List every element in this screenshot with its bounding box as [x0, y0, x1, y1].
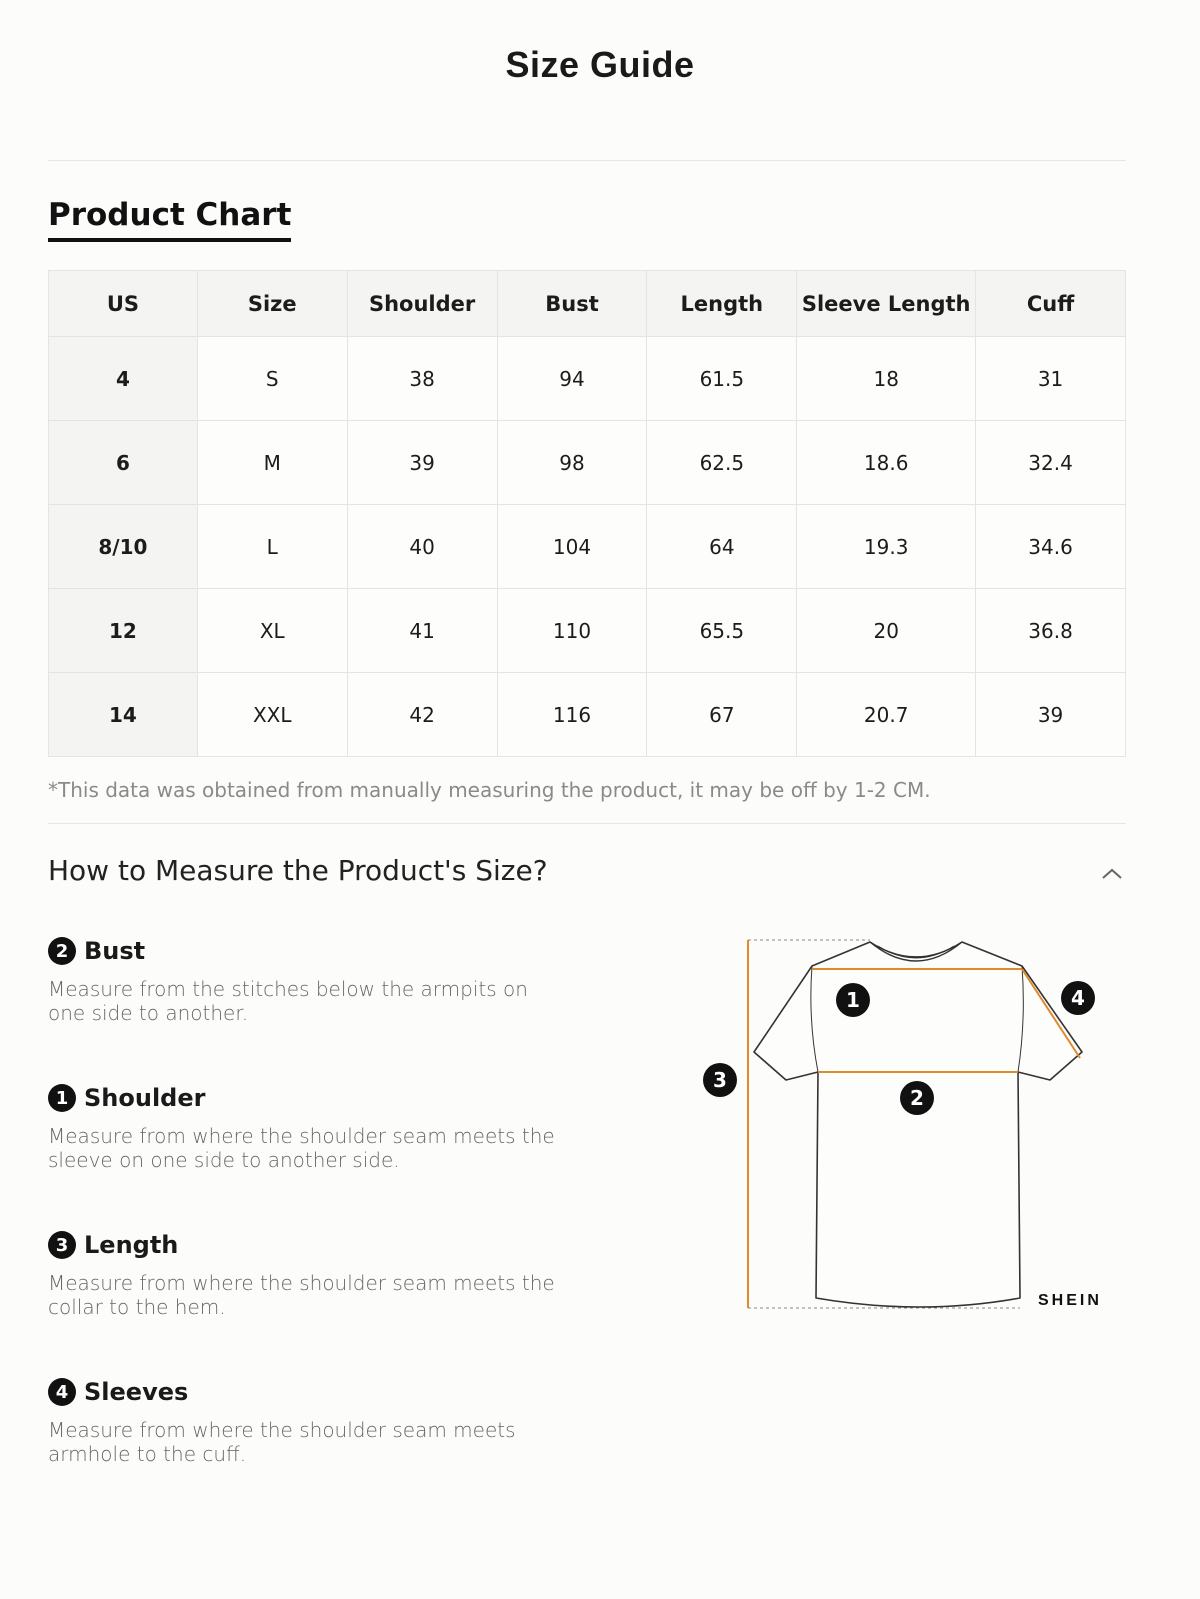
measure-item-description: Measure from where the shoulder seam meets the collar to the hem. [48, 1271, 555, 1319]
marker-2: 2 [900, 1081, 934, 1115]
cell-shoulder: 41 [347, 589, 497, 673]
cell-us: 6 [49, 421, 198, 505]
cell-cuff: 34.6 [976, 505, 1126, 589]
cell-length: 67 [647, 673, 797, 757]
number-badge: 2 [48, 937, 76, 965]
cell-bust: 94 [497, 337, 647, 421]
cell-us: 8/10 [49, 505, 198, 589]
marker-3: 3 [703, 1063, 737, 1097]
cell-shoulder: 42 [347, 673, 497, 757]
table-row [49, 589, 1126, 673]
cell-length: 62.5 [647, 421, 797, 505]
cell-cuff: 32.4 [976, 421, 1126, 505]
tshirt-illustration [700, 930, 1120, 1330]
divider [48, 160, 1126, 161]
cell-bust: 110 [497, 589, 647, 673]
cell-sleeve-length: 20.7 [797, 673, 976, 757]
table-row [49, 673, 1126, 757]
marker-4: 4 [1061, 981, 1095, 1015]
cell-bust: 116 [497, 673, 647, 757]
cell-cuff: 31 [976, 337, 1126, 421]
column-header-size: Size [197, 271, 347, 337]
cell-shoulder: 39 [347, 421, 497, 505]
cell-size: L [197, 505, 347, 589]
cell-length: 61.5 [647, 337, 797, 421]
cell-size: M [197, 421, 347, 505]
cell-length: 64 [647, 505, 797, 589]
table-header-row [49, 271, 1126, 337]
measurement-footnote: *This data was obtained from manually measuring the product, it may be off by 1-2 CM. [48, 778, 931, 802]
cell-us: 4 [49, 337, 198, 421]
measure-item-title: Length [84, 1231, 179, 1259]
chevron-up-icon[interactable] [1098, 862, 1126, 886]
number-badge: 4 [48, 1378, 76, 1406]
cell-sleeve-length: 18 [797, 337, 976, 421]
cell-shoulder: 40 [347, 505, 497, 589]
measure-item-shoulder [48, 1084, 568, 1172]
cell-us: 14 [49, 673, 198, 757]
column-header-bust: Bust [497, 271, 647, 337]
cell-cuff: 39 [976, 673, 1126, 757]
section-title: Product Chart [48, 196, 291, 242]
divider [48, 823, 1126, 824]
cell-size: XXL [197, 673, 347, 757]
cell-size: XL [197, 589, 347, 673]
column-header-sleeve-length: Sleeve Length [797, 271, 976, 337]
cell-size: S [197, 337, 347, 421]
measure-item-title: Bust [84, 937, 146, 965]
cell-sleeve-length: 20 [797, 589, 976, 673]
measure-item-bust [48, 937, 568, 1025]
measure-item-title: Sleeves [84, 1378, 189, 1406]
column-header-length: Length [647, 271, 797, 337]
column-header-cuff: Cuff [976, 271, 1126, 337]
measure-item-length [48, 1231, 568, 1319]
brand-logo: SHEIN [1038, 1292, 1102, 1309]
cell-us: 12 [49, 589, 198, 673]
number-badge: 1 [48, 1084, 76, 1112]
measure-item-description: Measure from the stitches below the armpits on one side to another. [48, 977, 528, 1025]
cell-bust: 104 [497, 505, 647, 589]
tshirt-measurement-diagram [700, 930, 1120, 1330]
column-header-us: US [49, 271, 198, 337]
table-row [49, 505, 1126, 589]
cell-length: 65.5 [647, 589, 797, 673]
measure-section-heading: How to Measure the Product's Size? [48, 854, 548, 887]
cell-sleeve-length: 19.3 [797, 505, 976, 589]
table-row [49, 337, 1126, 421]
measure-item-description: Measure from where the shoulder seam meets the sleeve on one side to another side. [48, 1124, 555, 1172]
measure-item-sleeves [48, 1378, 568, 1466]
table-row [49, 421, 1126, 505]
size-chart-table [48, 270, 1126, 757]
cell-cuff: 36.8 [976, 589, 1126, 673]
number-badge: 3 [48, 1231, 76, 1259]
measure-item-title: Shoulder [84, 1084, 206, 1112]
marker-1: 1 [836, 983, 870, 1017]
measure-item-description: Measure from where the shoulder seam meets armhole to the cuff. [48, 1418, 516, 1466]
cell-shoulder: 38 [347, 337, 497, 421]
page-title: Size Guide [505, 44, 695, 85]
cell-bust: 98 [497, 421, 647, 505]
cell-sleeve-length: 18.6 [797, 421, 976, 505]
column-header-shoulder: Shoulder [347, 271, 497, 337]
